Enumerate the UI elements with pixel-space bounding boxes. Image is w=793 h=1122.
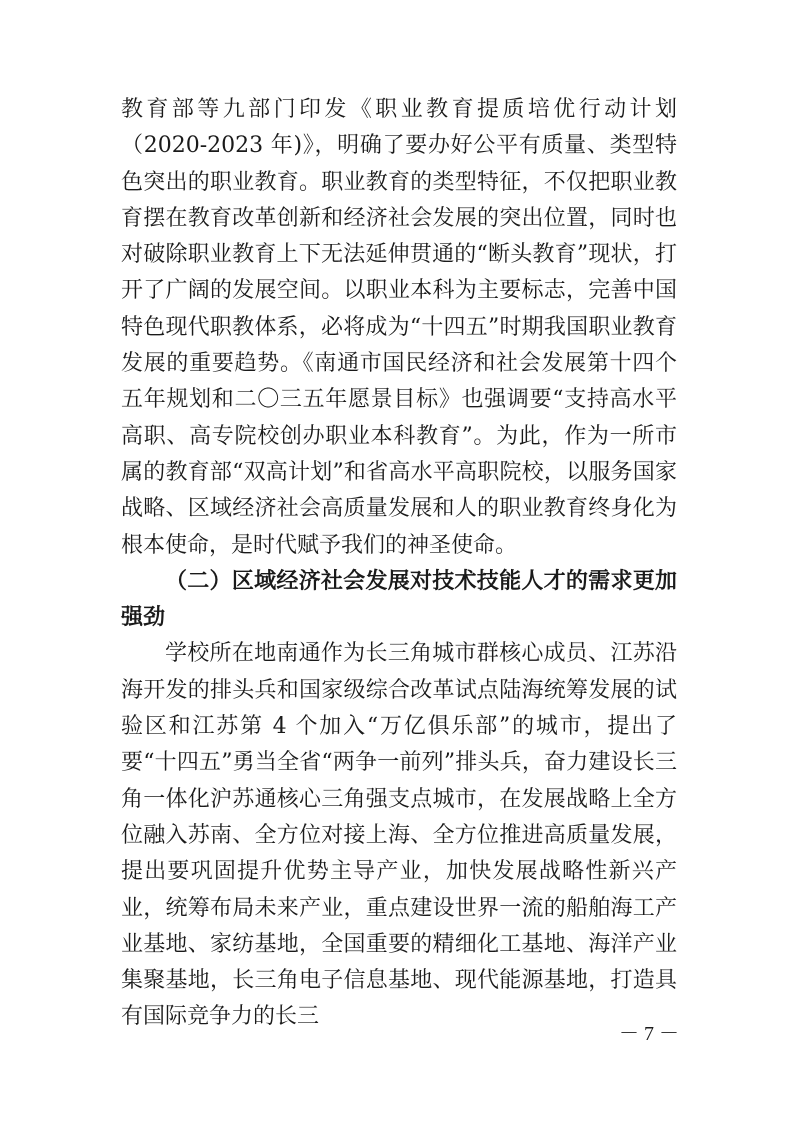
page-number: － 7 －	[619, 1023, 679, 1045]
paragraph-regional-development: 学校所在地南通作为长三角城市群核心成员、江苏沿海开发的排头兵和国家级综合改革试点陆海统筹发展的试验区和江苏第 4 个加入“万亿俱乐部”的城市，提出了要“十四五”勇当全省“两争一前列”排头兵，奋力建设长三角一体化沪苏通核心三角强支点城市，在发展战略上全方位融入苏南、全方位对接上海、全方位推进高质量发展，提出要巩固提升优势主导产业，加快发展战略性新兴产业，统筹布局未来产业，重点建设世界一流的船舶海工产业基地、家纺基地，全国重要的精细化工基地、海洋产业集聚基地，长三角电子信息基地、现代能源基地，打造具有国际竞争力的长三	[121, 641, 677, 1030]
section-heading: （二）区域经济社会发展对技术技能人才的需求更加强劲	[121, 568, 677, 631]
paragraph-policy-context: 教育部等九部门印发《职业教育提质培优行动计划（2020-2023 年)》，明确了要办好公平有质量、类型特色突出的职业教育。职业教育的类型特征，不仅把职业教育摆在教育改革创新和经济社会发展的突出位置，同时也对破除职业教育上下无法延伸贯通的“断头教育”现状，打开了广阔的发展空间。以职业本科为主要标志，完善中国特色现代职教体系，必将成为“十四五”时期我国职业教育发展的重要趋势。《南通市国民经济和社会发展第十四个五年规划和二〇三五年愿景目标》也强调要“支持高水平高职、高专院校创办职业本科教育”。为此，作为一所市属的教育部“双高计划”和省高水平高职院校，以服务国家战略、区域经济社会高质量发展和人的职业教育终身化为根本使命，是时代赋予我们的神圣使命。	[121, 97, 677, 558]
document-body	[121, 92, 677, 1036]
